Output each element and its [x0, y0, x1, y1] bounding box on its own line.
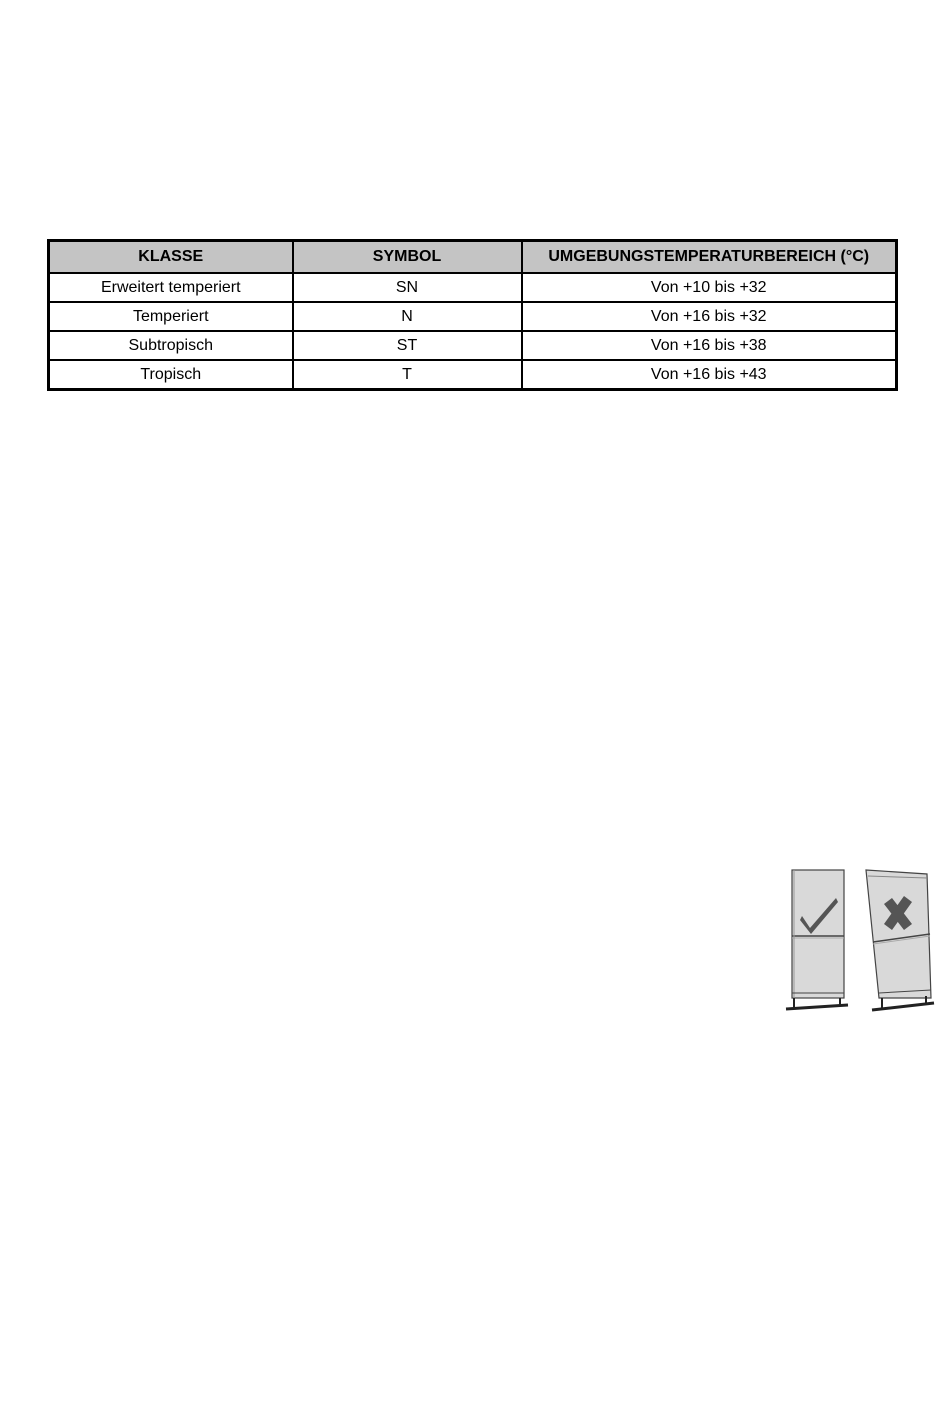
header-klasse: KLASSE: [49, 241, 293, 274]
cell-symbol: ST: [293, 331, 522, 360]
cell-klasse: Subtropisch: [49, 331, 293, 360]
cell-range: Von +16 bis +43: [522, 360, 897, 390]
cell-klasse: Tropisch: [49, 360, 293, 390]
table-row: [49, 331, 897, 360]
table-header-row: [49, 241, 897, 274]
fridge-placement-illustration: [780, 862, 940, 1014]
upright-fridge: [786, 870, 848, 1009]
header-temperature-range: UMGEBUNGSTEMPERATURBEREICH (°C): [522, 241, 897, 274]
header-symbol: SYMBOL: [293, 241, 522, 274]
cell-symbol: SN: [293, 273, 522, 302]
cell-symbol: T: [293, 360, 522, 390]
cell-klasse: Erweitert temperiert: [49, 273, 293, 302]
table-row: [49, 360, 897, 390]
tilted-fridge: [866, 870, 934, 1010]
cell-range: Von +16 bis +32: [522, 302, 897, 331]
cell-range: Von +16 bis +38: [522, 331, 897, 360]
table-row: [49, 273, 897, 302]
climate-class-table: [47, 239, 898, 391]
cell-range: Von +10 bis +32: [522, 273, 897, 302]
cell-symbol: N: [293, 302, 522, 331]
table-row: [49, 302, 897, 331]
cell-klasse: Temperiert: [49, 302, 293, 331]
